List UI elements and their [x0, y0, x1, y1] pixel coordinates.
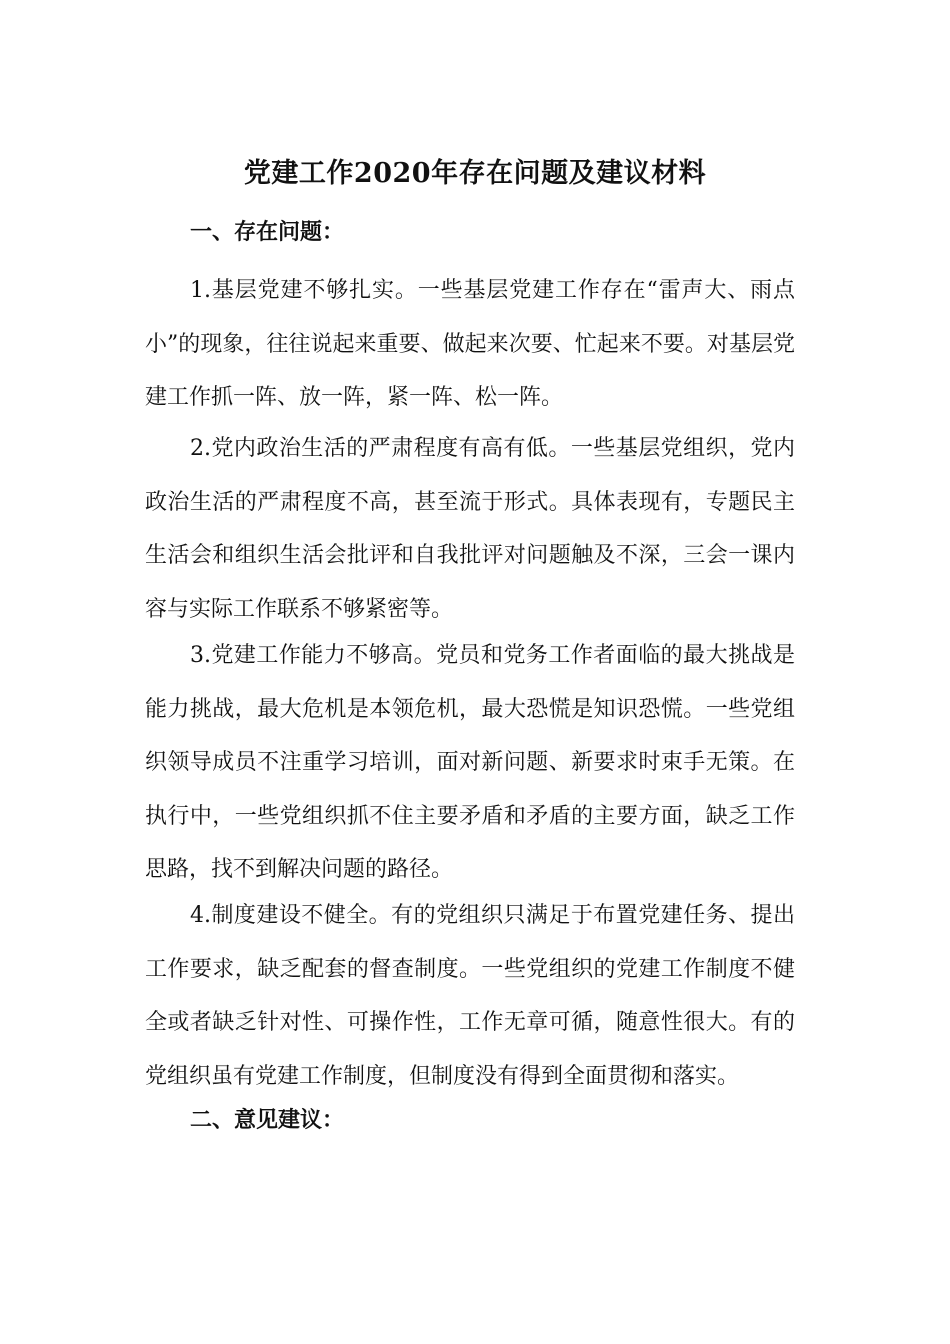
paragraph-4: 4.制度建设不健全。有的党组织只满足于布置党建任务、提出工作要求，缺乏配套的督查制度。一些党组织的党建工作制度不健全或者缺乏针对性、可操作性，工作无章可循，随意性很大。有的党组织虽有党建工作制度，但制度没有得到全面贯彻和落实。 [145, 903, 795, 1089]
document-title: 党建工作2020年存在问题及建议材料 [243, 158, 707, 189]
paragraph-1: 1.基层党建不够扎实。一些基层党建工作存在“雷声大、雨点小”的现象，往往说起来重要、做起来次要、忙起来不要。对基层党建工作抓一阵、放一阵，紧一阵、松一阵。 [145, 278, 795, 410]
paragraph-2: 2.党内政治生活的严肃程度有高有低。一些基层党组织，党内政治生活的严肃程度不高，甚至流于形式。具体表现有，专题民主生活会和组织生活会批评和自我批评对问题触及不深，三会一课内容与实际工作联系不够紧密等。 [145, 436, 795, 622]
section-heading-problems: 一、存在问题： [190, 219, 345, 245]
paragraph-3: 3.党建工作能力不够高。党员和党务工作者面临的最大挑战是能力挑战，最大危机是本领危机，最大恐慌是知识恐慌。一些党组织领导成员不注重学习培训，面对新问题、新要求时束手无策。在执行中，一些党组织抓不住主要矛盾和矛盾的主要方面，缺乏工作思路，找不到解决问题的路径。 [145, 643, 795, 882]
section-heading-suggestions: 二、意见建议： [190, 1107, 345, 1133]
